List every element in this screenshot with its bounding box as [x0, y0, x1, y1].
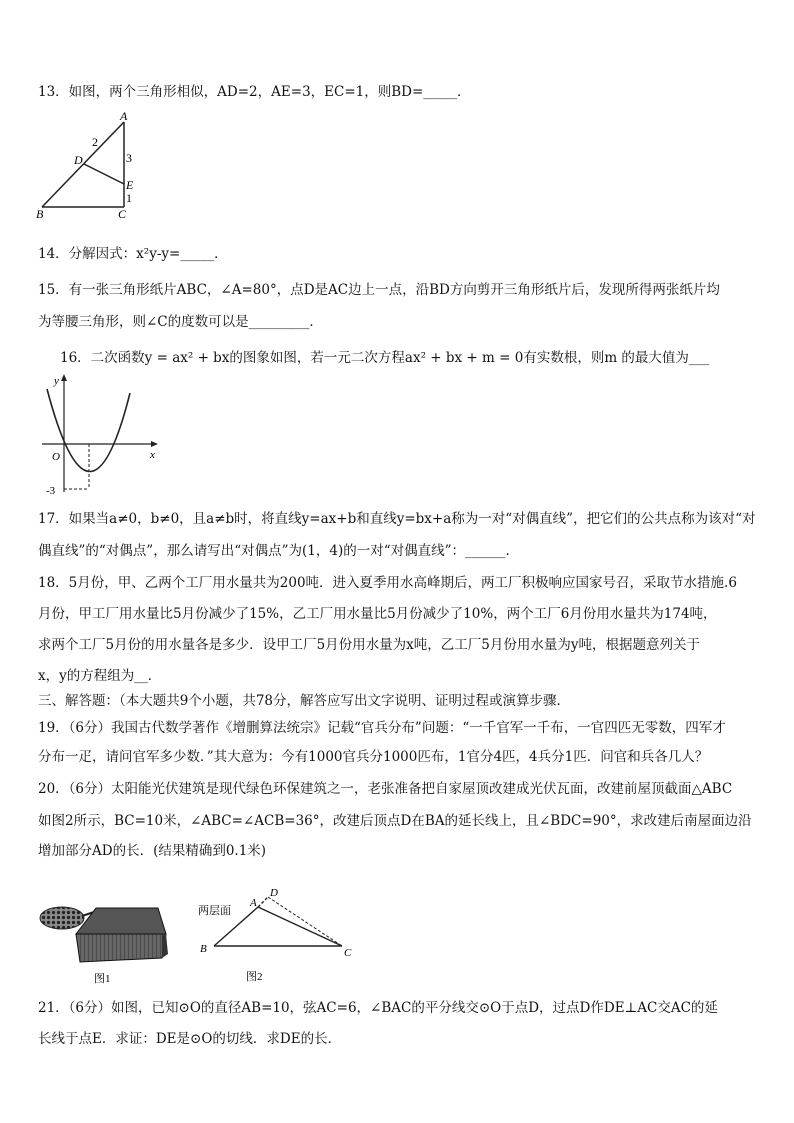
label-two-layer: 两层面 [198, 905, 231, 917]
q14-text: 14．分解因式：x²y-y=_____． [38, 246, 228, 262]
label-d: D [74, 153, 83, 167]
label-b: B [36, 207, 44, 221]
line-de [84, 164, 124, 184]
line-ac [258, 907, 342, 946]
label-a: A [120, 110, 128, 123]
q19-line1: 19．（6分）我国古代数学著作《增删算法统宗》记载“官兵分布”问题：“一千官军一千布，一官四匹无零数，四军才 [38, 720, 726, 736]
label-c: C [344, 947, 352, 959]
label-2: 2 [92, 135, 98, 149]
section3-heading: 三、解答题：（本大题共9个小题，共78分，解答应写出文字说明、证明过程或演算步骤． [38, 693, 571, 709]
label-e: E [126, 178, 134, 192]
fig1-caption: 图1 [94, 973, 111, 985]
q13-text: 13．如图，两个三角形相似，AD=2，AE=3，EC=1，则BD=_____． [38, 84, 471, 100]
q13-triangle-figure [32, 110, 142, 225]
label-x: x [150, 449, 155, 461]
label-3: 3 [126, 151, 132, 165]
q20-line1: 20．（6分）太阳能光伏建筑是现代绿色环保建筑之一，老张准备把自家屋顶改建成光伏瓦面，改建前屋顶截面△ABC [38, 781, 733, 797]
q17-line2: 偶直线”的“对偶点”，那么请写出“对偶点”为(1，4)的一对“对偶直线”：______． [38, 543, 520, 559]
q18-line4: x，y的方程组为__． [38, 668, 162, 684]
q15-line1: 15．有一张三角形纸片ABC，∠A=80°，点D是AC边上一点，沿BD方向剪开三角形纸片后，发现所得两张纸片均 [38, 282, 720, 298]
q18-line1: 18．5月份，甲、乙两个工厂用水量共为200吨．进入夏季用水高峰期后，两工厂积极响应国家号召，采取节水措施.6 [38, 575, 737, 591]
solar-panel-icon [40, 907, 84, 929]
q18-line2: 月份，甲工厂用水量比5月份减少了15%，乙工厂用水量比5月份减少了10%，两个工厂6月份用水量共为174吨， [38, 606, 717, 622]
q21-line2: 长线于点E．求证：DE是⊙O的切线．求DE的长． [38, 1031, 342, 1047]
q18-line3: 求两个工厂5月份的用水量各是多少．设甲工厂5月份用水量为x吨，乙工厂5月份用水量为y吨，根据题意列关于 [38, 637, 701, 653]
line-dc [268, 897, 342, 946]
q17-line1: 17．如果当a≠0，b≠0，且a≠b时，将直线y=ax+b和直线y=bx+a称为一对“对偶直线”，把它们的公共点称为该对“对 [38, 511, 756, 527]
q21-line1: 21．（6分）如图，已知⊙O的直径AB=10，弦AC=6，∠BAC的平分线交⊙O于点D，过点D作DE⊥AC交AC的延 [38, 1000, 718, 1016]
fig2-caption: 图2 [246, 971, 263, 983]
label-minus3: -3 [46, 485, 56, 497]
label-c: C [118, 207, 127, 221]
q19-line2: 分布一疋，请问官军多少数．”其大意为：今有1000官兵分1000匹布，1官分4匹，4兵分1匹．问官和兵各几人？ [38, 749, 709, 765]
q16-text: 16．二次函数y = ax² + bx的图象如图，若一元二次方程ax² + bx + m = 0有实数根，则m 的最大值为___ [60, 350, 710, 366]
roof-shape [76, 908, 166, 934]
label-d: D [270, 887, 278, 899]
label-origin: O [52, 451, 60, 463]
label-y: y [54, 375, 59, 387]
q16-parabola-figure [42, 372, 172, 502]
q20-line2: 如图2所示，BC=10米，∠ABC=∠ACB=36°，改建后顶点D在BA的延长线上，且∠BDC=90°，求改建后南屋面边沿 [38, 813, 752, 829]
label-b: B [200, 943, 207, 955]
label-a: A [250, 897, 257, 909]
q20-line3: 增加部分AD的长．(结果精确到0.1米) [38, 843, 267, 859]
line-ab [42, 122, 124, 207]
line-ad [258, 897, 268, 907]
wall-shape [76, 934, 166, 962]
label-1: 1 [126, 191, 132, 205]
q15-line2: 为等腰三角形，则∠C的度数可以是_________． [38, 314, 323, 330]
q20-house-figure [36, 890, 171, 985]
q20-triangle-figure [196, 886, 366, 986]
